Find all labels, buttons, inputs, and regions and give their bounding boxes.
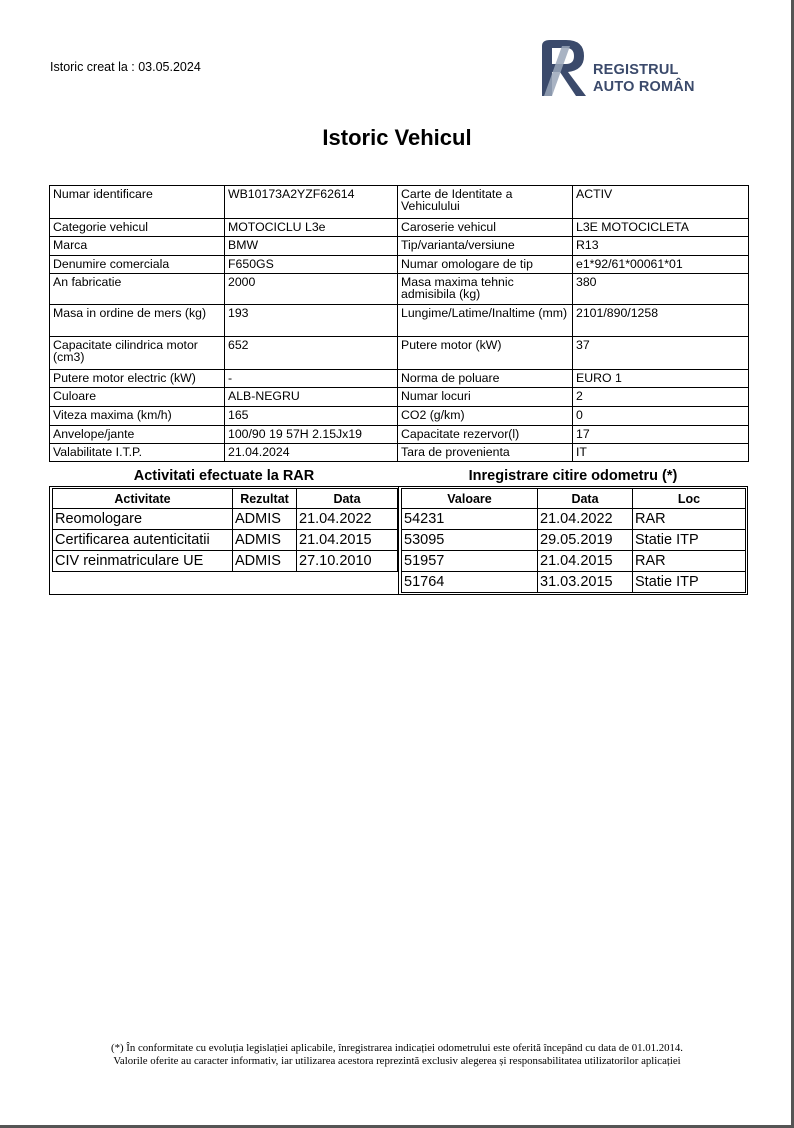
table-header-row	[402, 489, 746, 509]
info-label: Anvelope/jante	[50, 426, 225, 444]
info-label: Viteza maxima (km/h)	[50, 407, 225, 426]
column-header: Data	[297, 489, 398, 509]
info-label: Capacitate cilindrica motor (cm3)	[50, 337, 225, 370]
info-value: R13	[573, 237, 749, 256]
table-row	[50, 274, 749, 305]
table-row	[50, 444, 749, 462]
table-row	[50, 186, 749, 219]
logo-text-line1: REGISTRUL	[593, 62, 679, 78]
odometer-value: 54231	[402, 509, 538, 530]
info-label: Caroserie vehicul	[398, 219, 573, 237]
info-label: Putere motor (kW)	[398, 337, 573, 370]
info-label: Marca	[50, 237, 225, 256]
info-value: -	[225, 370, 398, 388]
table-row	[402, 530, 746, 551]
info-label: Tara de provenienta	[398, 444, 573, 462]
activity-name: CIV reinmatriculare UE	[53, 551, 233, 572]
table-row	[50, 219, 749, 237]
table-row	[50, 407, 749, 426]
info-value: 17	[573, 426, 749, 444]
column-header: Rezultat	[233, 489, 297, 509]
info-value: 2	[573, 388, 749, 407]
odometer-location: RAR	[633, 551, 746, 572]
odometer-date: 29.05.2019	[538, 530, 633, 551]
table-row	[50, 337, 749, 370]
info-label: Putere motor electric (kW)	[50, 370, 225, 388]
info-label: Masa maxima tehnic admisibila (kg)	[398, 274, 573, 305]
table-row	[50, 388, 749, 407]
table-header-row	[53, 489, 398, 509]
table-row	[53, 530, 398, 551]
info-label: An fabricatie	[50, 274, 225, 305]
table-row	[53, 509, 398, 530]
activity-date: 27.10.2010	[297, 551, 398, 572]
footnote-line1: (*) În conformitate cu evoluția legislației aplicabile, înregistrarea indicației odometrului este oferită începând cu data de 01.01.2014.	[110, 1042, 684, 1054]
info-value: BMW	[225, 237, 398, 256]
info-value: 21.04.2024	[225, 444, 398, 462]
info-label: Numar identificare	[50, 186, 225, 219]
activity-name: Certificarea autenticitatii	[53, 530, 233, 551]
info-label: Carte de Identitate a Vehiculului	[398, 186, 573, 219]
info-label: Culoare	[50, 388, 225, 407]
table-row	[50, 370, 749, 388]
info-value: L3E MOTOCICLETA	[573, 219, 749, 237]
history-created-date: Istoric creat la : 03.05.2024	[50, 60, 201, 74]
info-label: Norma de poluare	[398, 370, 573, 388]
activity-date: 21.04.2015	[297, 530, 398, 551]
info-value: WB10173A2YZF62614	[225, 186, 398, 219]
info-label: Numar omologare de tip	[398, 256, 573, 274]
rar-logo-icon	[538, 38, 590, 98]
odometer-value: 51957	[402, 551, 538, 572]
odometer-location: Statie ITP	[633, 572, 746, 593]
table-row	[53, 551, 398, 572]
info-label: Capacitate rezervor(l)	[398, 426, 573, 444]
info-value: EURO 1	[573, 370, 749, 388]
logo-text-line2: AUTO ROMÂN	[593, 79, 695, 95]
odometer-location: RAR	[633, 509, 746, 530]
info-label: Valabilitate I.T.P.	[50, 444, 225, 462]
info-value: IT	[573, 444, 749, 462]
column-header: Data	[538, 489, 633, 509]
column-header: Valoare	[402, 489, 538, 509]
rar-logo	[538, 38, 708, 98]
table-row	[402, 551, 746, 572]
odometer-value: 53095	[402, 530, 538, 551]
info-label: Tip/varianta/versiune	[398, 237, 573, 256]
activity-result: ADMIS	[233, 551, 297, 572]
odometer-date: 21.04.2022	[538, 509, 633, 530]
info-value: ACTIV	[573, 186, 749, 219]
info-label: Categorie vehicul	[50, 219, 225, 237]
info-value: 100/90 19 57H 2.15Jx19	[225, 426, 398, 444]
table-row	[50, 237, 749, 256]
odometer-value: 51764	[402, 572, 538, 593]
table-row	[402, 509, 746, 530]
info-label: Lungime/Latime/Inaltime (mm)	[398, 305, 573, 337]
column-header: Activitate	[53, 489, 233, 509]
table-row	[50, 305, 749, 337]
info-value: ALB-NEGRU	[225, 388, 398, 407]
activities-table	[52, 488, 398, 572]
odometer-date: 21.04.2015	[538, 551, 633, 572]
activity-name: Reomologare	[53, 509, 233, 530]
info-label: CO2 (g/km)	[398, 407, 573, 426]
table-row	[50, 426, 749, 444]
info-label: Masa in ordine de mers (kg)	[50, 305, 225, 337]
odometer-table	[401, 488, 746, 593]
odometer-date: 31.03.2015	[538, 572, 633, 593]
odometer-heading: Inregistrare citire odometru (*)	[468, 468, 678, 484]
activity-result: ADMIS	[233, 509, 297, 530]
info-value: 380	[573, 274, 749, 305]
odometer-location: Statie ITP	[633, 530, 746, 551]
info-value: F650GS	[225, 256, 398, 274]
info-value: MOTOCICLU L3e	[225, 219, 398, 237]
info-value: 2000	[225, 274, 398, 305]
activities-heading: Activitati efectuate la RAR	[133, 468, 315, 484]
info-value: 2101/890/1258	[573, 305, 749, 337]
page-title: Istoric Vehicul	[322, 125, 472, 150]
info-label: Denumire comerciala	[50, 256, 225, 274]
vehicle-info-table	[49, 185, 749, 462]
info-value: 165	[225, 407, 398, 426]
footnote	[0, 1042, 794, 1068]
info-value: 193	[225, 305, 398, 337]
info-value: 0	[573, 407, 749, 426]
column-header: Loc	[633, 489, 746, 509]
info-value: 652	[225, 337, 398, 370]
info-label: Numar locuri	[398, 388, 573, 407]
footnote-line2: Valorile oferite au caracter informativ, iar utilizarea acestora reprezintă exclusiv alegerea și responsabilitatea utilizatorilor aplicației	[113, 1055, 681, 1067]
activity-date: 21.04.2022	[297, 509, 398, 530]
info-value: 37	[573, 337, 749, 370]
info-value: e1*92/61*00061*01	[573, 256, 749, 274]
activity-result: ADMIS	[233, 530, 297, 551]
table-row	[402, 572, 746, 593]
table-row	[50, 256, 749, 274]
